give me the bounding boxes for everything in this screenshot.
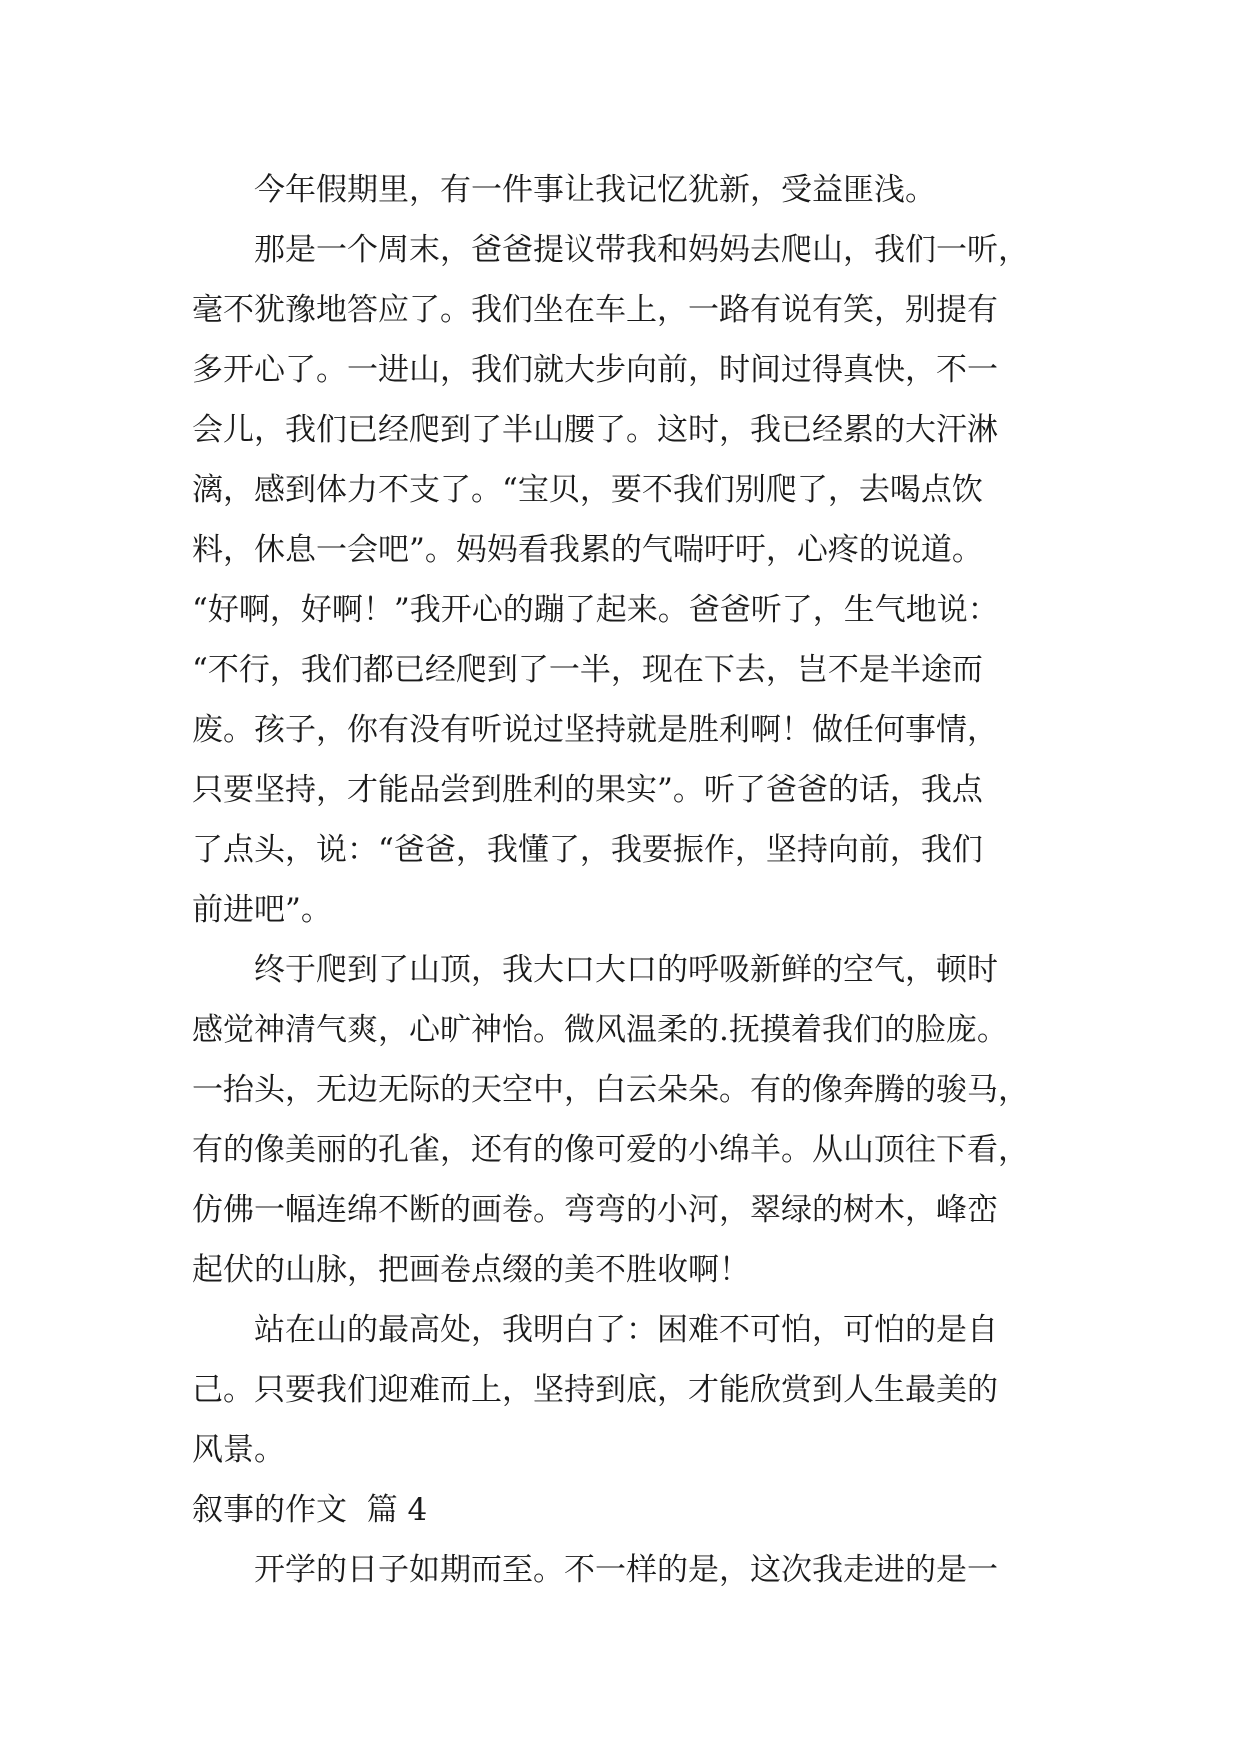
text-line: 今年假期里，有一件事让我记忆犹新，受益匪浅。 [254, 172, 936, 208]
text-line: 仿佛一幅连绵不断的画卷。弯弯的小河，翠绿的树木，峰峦 [192, 1192, 998, 1228]
text-line: 风景。 [192, 1432, 285, 1468]
text-line: 多开心了。一进山，我们就大步向前，时间过得真快，不一 [192, 352, 998, 388]
paragraph-2 [192, 220, 1072, 940]
text-line: 会儿，我们已经爬到了半山腰了。这时，我已经累的大汗淋 [192, 412, 998, 448]
text-line: 漓，感到体力不支了。“宝贝，要不我们别爬了，去喝点饮 [192, 472, 983, 508]
paragraph-5 [192, 1540, 1072, 1600]
text-line: 了点头，说：“爸爸，我懂了，我要振作，坚持向前，我们 [192, 832, 983, 868]
text-line: 废。孩子，你有没有听说过坚持就是胜利啊！做任何事情， [192, 712, 998, 748]
text-line: “不行，我们都已经爬到了一半，现在下去，岂不是半途而 [192, 652, 983, 688]
text-line: 终于爬到了山顶，我大口大口的呼吸新鲜的空气，顿时 [254, 952, 998, 988]
section-heading: 叙事的作文 篇 4 [192, 1492, 428, 1528]
text-line: 料，休息一会吧”。妈妈看我累的气喘吁吁，心疼的说道。 [192, 532, 983, 568]
text-line: 只要坚持，才能品尝到胜利的果实”。听了爸爸的话，我点 [192, 772, 983, 808]
text-line: 开学的日子如期而至。不一样的是，这次我走进的是一 [254, 1552, 998, 1588]
text-line: 前进吧”。 [192, 892, 332, 928]
text-line: 毫不犹豫地答应了。我们坐在车上，一路有说有笑，别提有 [192, 292, 998, 328]
text-line: 有的像美丽的孔雀，还有的像可爱的小绵羊。从山顶往下看， [192, 1132, 1029, 1168]
text-line: “好啊，好啊！”我开心的蹦了起来。爸爸听了，生气地说： [192, 592, 999, 628]
document-body [192, 160, 1072, 1600]
text-line: 起伏的山脉，把画卷点缀的美不胜收啊！ [192, 1252, 750, 1288]
paragraph-4 [192, 1300, 1072, 1480]
paragraph-3 [192, 940, 1072, 1300]
text-line: 一抬头，无边无际的天空中，白云朵朵。有的像奔腾的骏马， [192, 1072, 1029, 1108]
text-line: 感觉神清气爽，心旷神怡。微风温柔的.抚摸着我们的脸庞。 [192, 1012, 1008, 1048]
text-line: 站在山的最高处，我明白了：困难不可怕，可怕的是自 [254, 1312, 998, 1348]
paragraph-1 [192, 160, 1072, 220]
text-line: 那是一个周末，爸爸提议带我和妈妈去爬山，我们一听， [254, 232, 1029, 268]
text-line: 己。只要我们迎难而上，坚持到底，才能欣赏到人生最美的 [192, 1372, 998, 1408]
